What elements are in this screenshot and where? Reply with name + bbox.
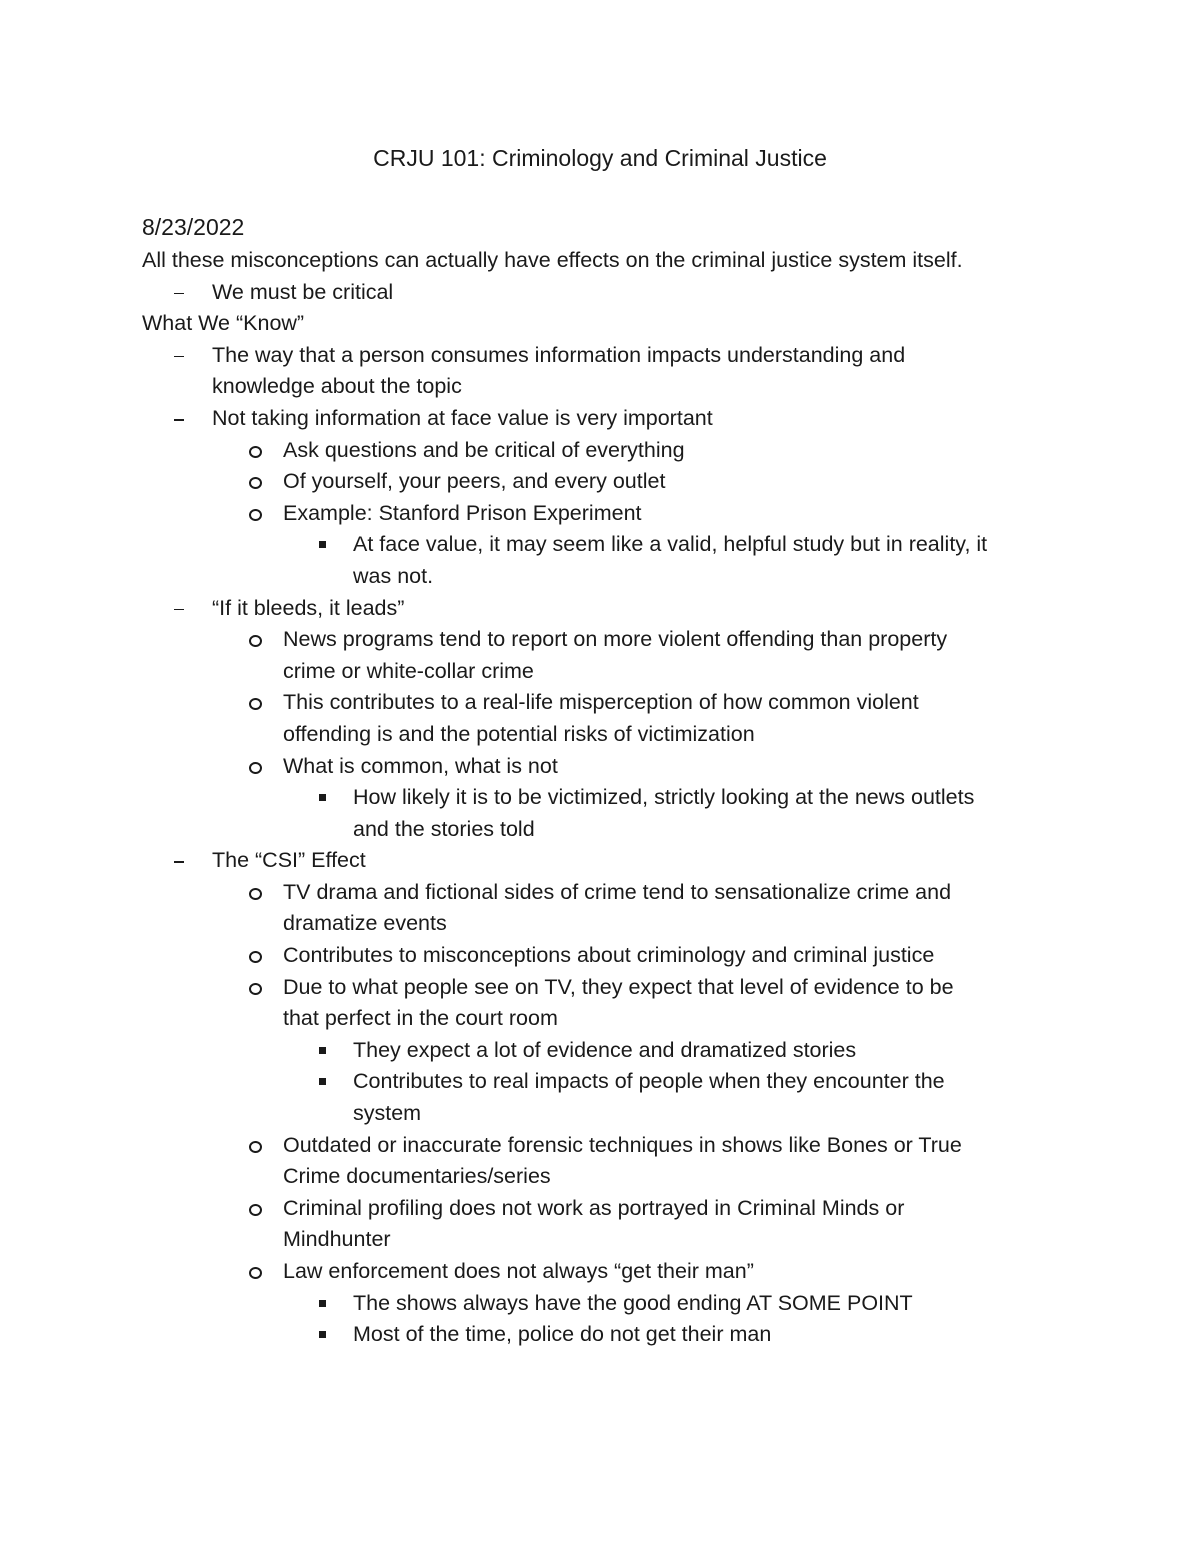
note-line [0,1130,1200,1162]
note-line [0,877,1200,909]
notes-body [0,245,1200,1351]
note-text: Law enforcement does not always “get their man” [283,1259,754,1283]
note-text: Of yourself, your peers, and every outlet [283,469,666,494]
note-text: and the stories told [353,816,535,841]
note-text: All these misconceptions can actually have effects on the criminal justice system itself. [142,248,963,272]
note-text: Not taking information at face value is very important [212,405,713,430]
note-text: Contributes to misconceptions about criminology and criminal justice [283,943,935,968]
square-bullet-icon [319,1078,326,1085]
circle-bullet-icon [249,1141,262,1153]
dash-bullet-icon [174,861,184,863]
circle-bullet-icon [249,635,262,647]
note-line [0,1288,1200,1320]
circle-bullet-icon [249,762,262,774]
note-text: How likely it is to be victimized, strictly looking at the news outlets [353,785,975,810]
square-bullet-icon [319,794,326,801]
note-line [0,1003,1200,1035]
note-line [0,1098,1200,1130]
note-text: Example: Stanford Prison Experiment [283,500,642,525]
note-line [0,845,1200,877]
square-bullet-icon [319,1047,326,1054]
note-line [0,908,1200,940]
circle-bullet-icon [249,1267,262,1279]
circle-bullet-icon [249,698,262,710]
note-line [0,1066,1200,1098]
note-line [0,972,1200,1004]
note-text: The “CSI” Effect [212,848,366,873]
circle-bullet-icon [249,983,262,995]
document-title: CRJU 101: Criminology and Criminal Justice [373,145,827,171]
note-line [0,1256,1200,1288]
note-line [0,245,1200,277]
dash-bullet-icon [174,419,184,421]
note-text: offending is and the potential risks of victimization [283,721,755,746]
note-line [0,340,1200,372]
note-text: Mindhunter [283,1227,391,1252]
note-text: Criminal profiling does not work as portrayed in Criminal Minds or [283,1195,905,1220]
dash-bullet-icon [174,609,184,611]
note-line [0,1319,1200,1351]
note-text: that perfect in the court room [283,1006,558,1031]
note-text: crime or white-collar crime [283,658,534,683]
note-text: The shows always have the good ending AT SOME POINT [353,1290,913,1315]
circle-bullet-icon [249,888,262,900]
circle-bullet-icon [249,1204,262,1216]
circle-bullet-icon [249,509,262,521]
note-text: Most of the time, police do not get their man [353,1322,772,1347]
note-text: Ask questions and be critical of everything [283,437,685,462]
note-text: What We “Know” [142,311,305,336]
note-text: What is common, what is not [283,753,558,778]
note-line [0,687,1200,719]
note-text: News programs tend to report on more violent offending than property [283,627,948,652]
circle-bullet-icon [249,477,262,489]
note-text: dramatize events [283,911,447,936]
note-text: We must be critical [212,279,394,304]
note-line [0,561,1200,593]
note-line [0,277,1200,309]
note-line [0,1193,1200,1225]
note-line [0,940,1200,972]
note-text: knowledge about the topic [212,374,462,399]
note-line [0,435,1200,467]
note-text: “If it bleeds, it leads” [212,595,405,620]
note-line [0,782,1200,814]
square-bullet-icon [319,541,326,548]
circle-bullet-icon [249,446,262,458]
note-text: Due to what people see on TV, they expect that level of evidence to be [283,974,954,999]
note-line [0,1224,1200,1256]
circle-bullet-icon [249,951,262,963]
note-line [0,1035,1200,1067]
note-line [0,403,1200,435]
note-line [0,814,1200,846]
note-text: They expect a lot of evidence and dramatized stories [353,1037,857,1062]
note-line [0,498,1200,530]
note-line [0,751,1200,783]
note-line [0,308,1200,340]
dash-bullet-icon [174,293,184,295]
note-text: Crime documentaries/series [283,1164,551,1189]
note-line [0,656,1200,688]
note-text: Outdated or inaccurate forensic techniques in shows like Bones or True [283,1132,962,1157]
note-line [0,719,1200,751]
note-line [0,593,1200,625]
note-text: Contributes to real impacts of people when they encounter the [353,1069,945,1094]
note-line [0,466,1200,498]
square-bullet-icon [319,1300,326,1307]
square-bullet-icon [319,1331,326,1338]
dash-bullet-icon [174,356,184,358]
note-line [0,371,1200,403]
note-text: was not. [353,563,434,588]
note-text: TV drama and fictional sides of crime tend to sensationalize crime and [283,879,952,904]
note-date: 8/23/2022 [142,214,245,240]
note-text: The way that a person consumes information impacts understanding and [212,342,906,367]
note-text: This contributes to a real-life misperception of how common violent [283,690,919,715]
note-line [0,624,1200,656]
note-text: system [353,1101,422,1126]
note-text: At face value, it may seem like a valid, helpful study but in reality, it [353,532,988,557]
note-line [0,1161,1200,1193]
note-line [0,529,1200,561]
